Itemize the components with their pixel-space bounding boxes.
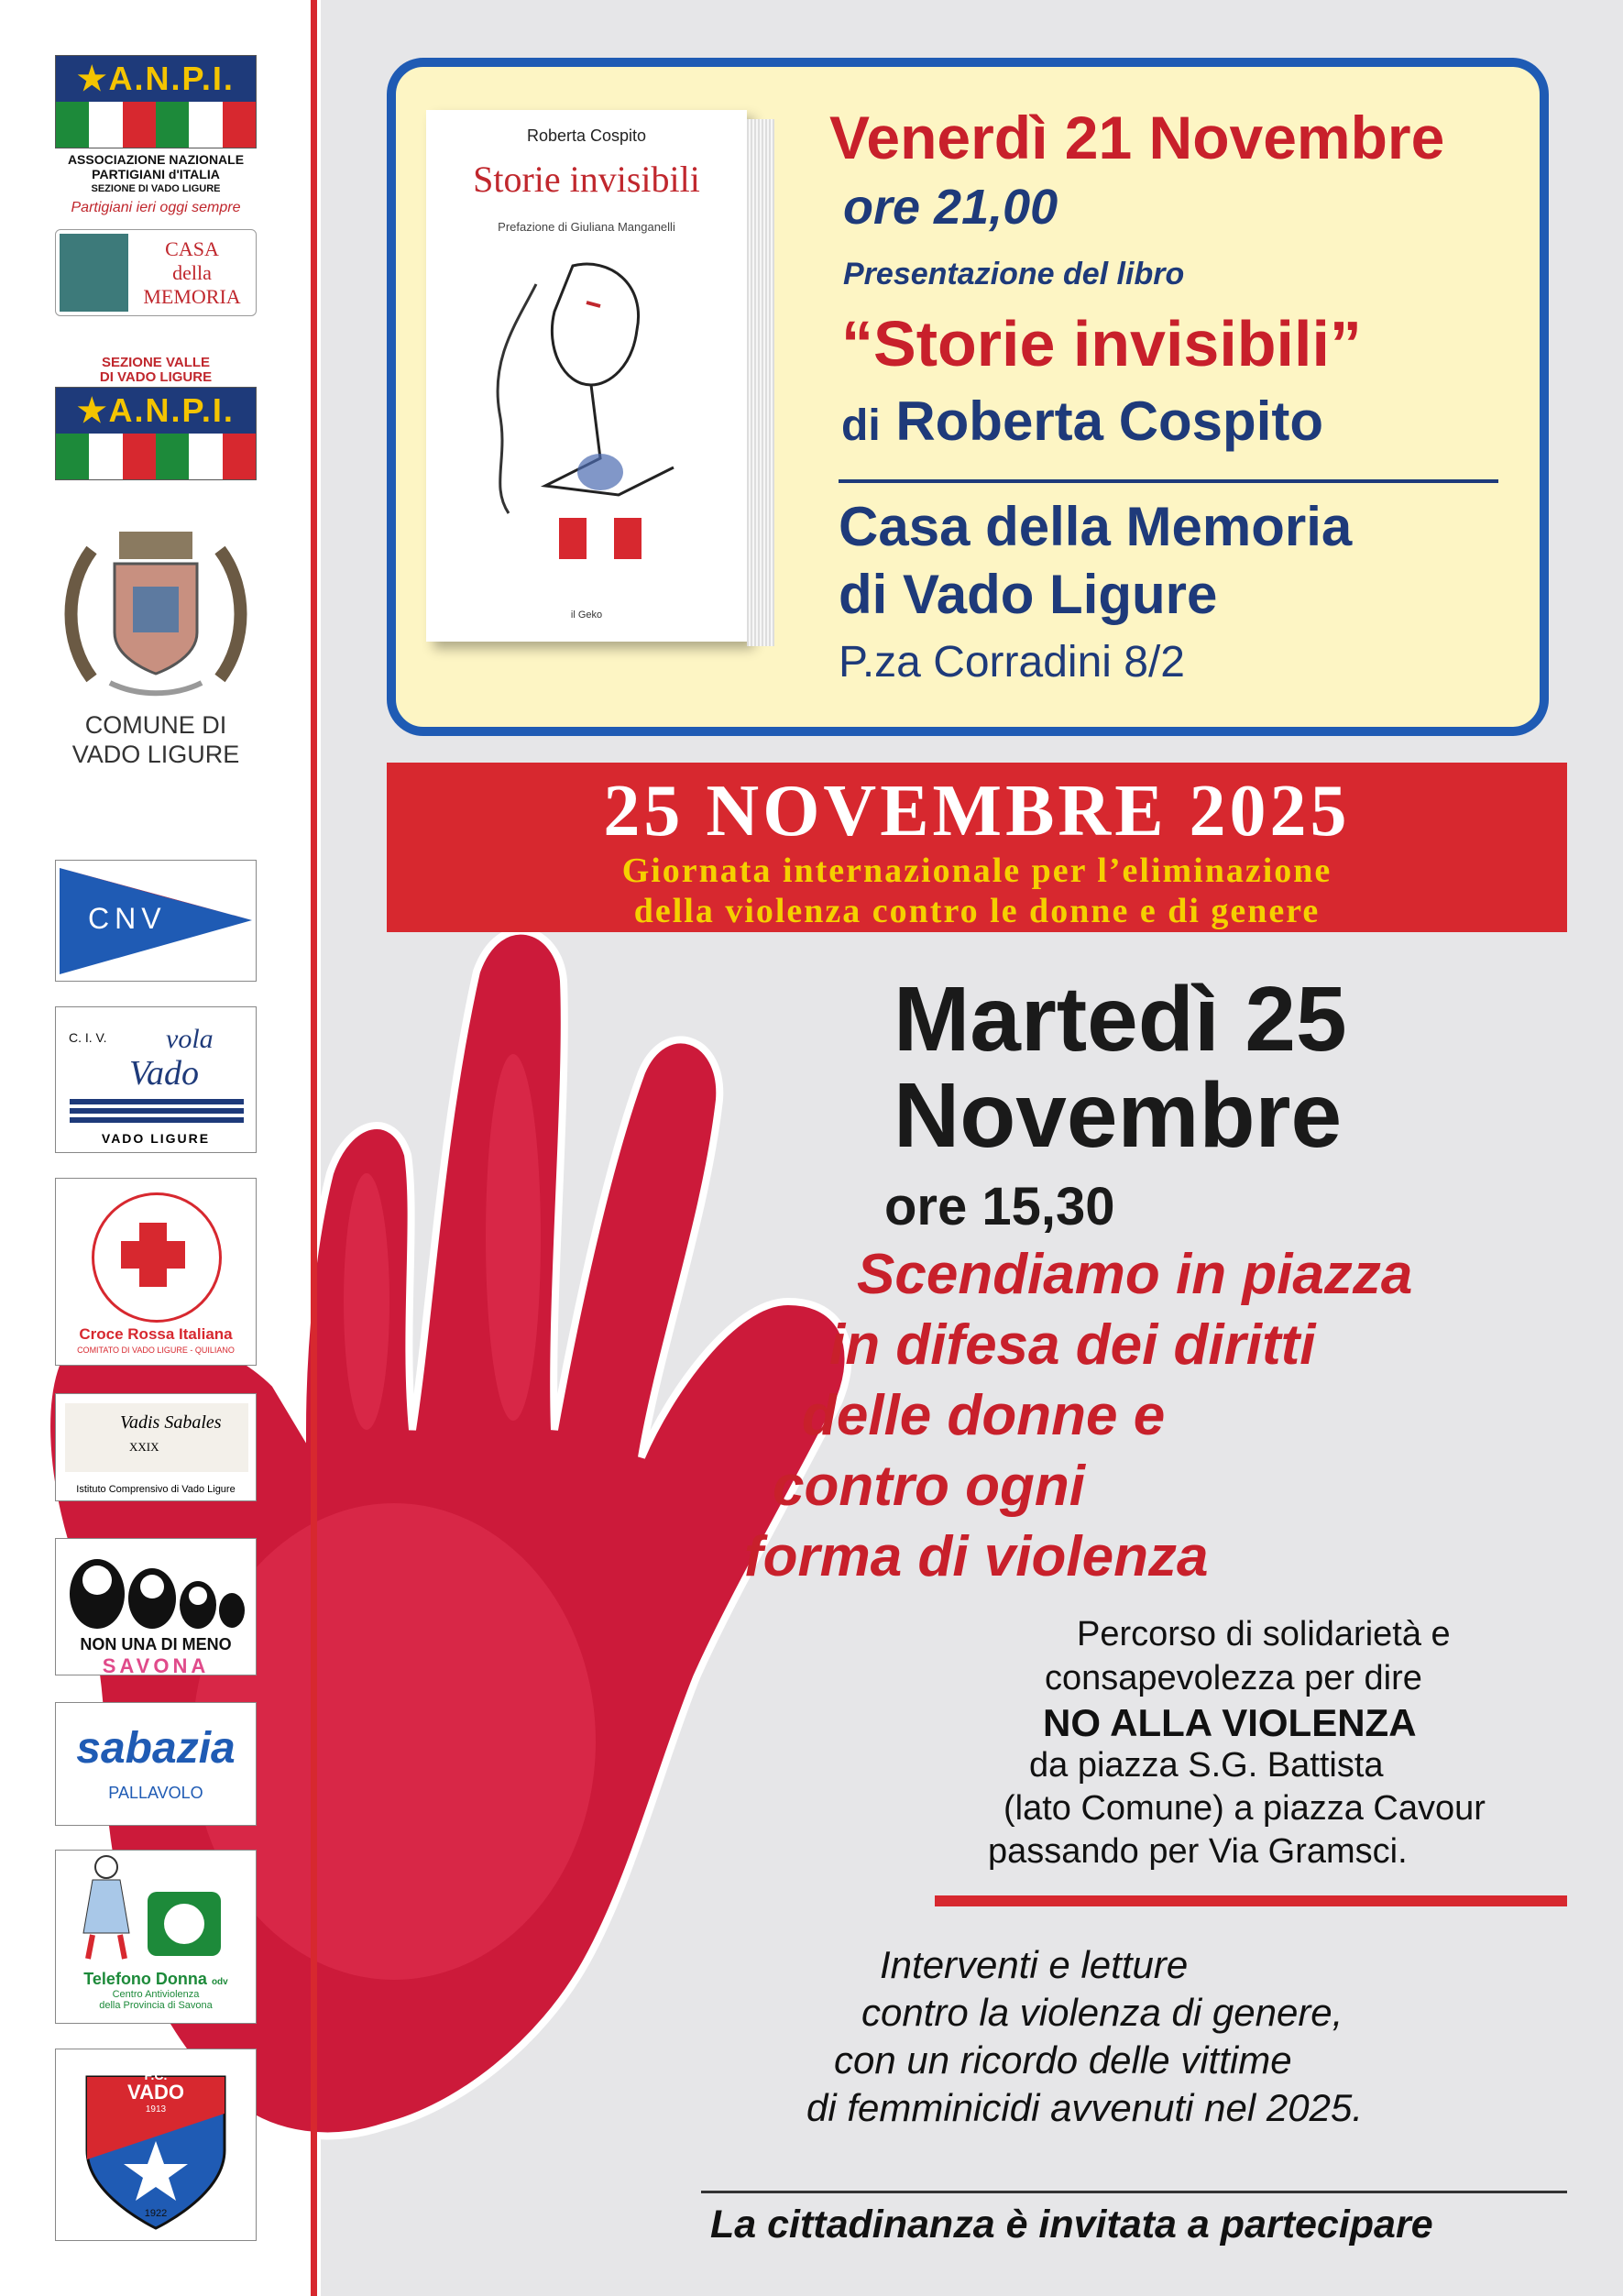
event1-address: P.za Corradini 8/2 — [839, 638, 1185, 687]
map-text: Vadis Sabales — [120, 1412, 222, 1433]
anpi-valle-line1: SEZIONE VALLE — [101, 355, 211, 370]
route-line-5: passando per Via Gramsci. — [988, 1832, 1408, 1871]
interventi-line-1: Interventi e letture — [880, 1943, 1189, 1986]
event1-author-prefix: di — [841, 401, 881, 450]
casa-line1: CASA — [165, 236, 219, 260]
event1-venue2: di Vado Ligure — [839, 564, 1218, 625]
croce-rossa-sub: COMITATO DI VADO LIGURE - QUILIANO — [77, 1346, 235, 1355]
route-line-3: da piazza S.G. Battista — [1029, 1746, 1384, 1785]
anpi-name-line1: ASSOCIAZIONE NAZIONALE — [67, 152, 245, 167]
route-line-1: Percorso di solidarietà e — [1077, 1615, 1451, 1653]
coat-of-arms-icon — [55, 513, 257, 706]
comune-vado-logo — [55, 513, 257, 779]
event2-month: Novembre — [894, 1064, 1343, 1167]
telefono-sub1: Centro Antiviolenza — [112, 1989, 200, 2000]
croce-rossa-name: Croce Rossa Italiana — [79, 1325, 233, 1343]
slogan-line-2: in difesa dei diritti — [829, 1313, 1316, 1377]
civ-prefix: C. I. V. — [69, 1030, 107, 1045]
book-pages-icon — [747, 119, 774, 646]
event1-intro: Presentazione del libro — [843, 257, 1185, 291]
event1-book-title: “Storie invisibili” — [841, 308, 1362, 379]
istituto-name: Istituto Comprensivo di Vado Ligure — [76, 1484, 236, 1495]
anpi-name-line3: SEZIONE DI VADO LIGURE — [91, 183, 221, 194]
sabazia-logo — [55, 1702, 257, 1826]
interventi-line-2: contro la violenza di genere, — [861, 1991, 1343, 2034]
fc-year1: 1913 — [145, 2104, 167, 2115]
anpi-valle-bar: ★A.N.P.I. — [56, 388, 256, 434]
croce-rossa-logo — [55, 1178, 257, 1366]
event1-divider — [839, 479, 1498, 483]
date-banner — [387, 763, 1567, 932]
woman-illustration-icon — [463, 247, 710, 577]
comune-line1: COMUNE DI — [84, 711, 227, 739]
banner-title: 25 NOVEMBRE 2025 — [603, 771, 1351, 851]
book-preface: Prefazione di Giuliana Manganelli — [498, 220, 675, 234]
left-red-divider — [311, 0, 317, 2296]
route-line-4: (lato Comune) a piazza Cavour — [1003, 1789, 1486, 1828]
comune-line2: VADO LIGURE — [71, 741, 240, 768]
route-line-2: consapevolezza per dire — [1045, 1659, 1422, 1697]
event2-day: Martedì 25 — [894, 968, 1347, 1071]
cnv-label: CNV — [88, 902, 167, 935]
civ-vola: vola — [166, 1024, 214, 1054]
istituto-comprensivo-logo — [55, 1393, 257, 1501]
event1-author: Roberta Cospito — [895, 390, 1323, 452]
fc-name: VADO — [127, 2081, 184, 2104]
event1-time: ore 21,00 — [843, 180, 1058, 235]
banner-line1: Giornata internazionale per l’eliminazione — [621, 851, 1332, 890]
sabazia-sub: PALLAVOLO — [108, 1784, 203, 1802]
anpi-valle-logo — [55, 356, 257, 479]
telefono-donna-logo — [55, 1850, 257, 2024]
civ-vola-vado-logo — [55, 1006, 257, 1153]
non-una-line1: NON UNA DI MENO — [80, 1635, 232, 1653]
civ-vado: Vado — [129, 1054, 199, 1093]
matryoshka-icon — [56, 1539, 256, 1631]
slogan-line-5: forma di violenza — [744, 1525, 1209, 1588]
anpi-valle-line2: DI VADO LIGURE — [99, 369, 213, 385]
telefono-name: Telefono Donna — [83, 1970, 207, 1988]
red-separator — [935, 1895, 1567, 1906]
italian-flag-icon — [56, 434, 256, 479]
slogan-line-3: delle donne e — [802, 1384, 1166, 1447]
invite-divider — [701, 2191, 1567, 2193]
anpi-vado-logo — [55, 55, 257, 215]
non-una-di-meno-logo — [55, 1538, 257, 1675]
casa-line2: della — [172, 260, 212, 284]
interventi-line-4: di femminicidi avvenuti nel 2025. — [806, 2086, 1363, 2129]
anpi-bar: ★A.N.P.I. — [56, 56, 256, 102]
memorial-photo-icon — [60, 234, 128, 312]
map-small: XXIX — [129, 1440, 159, 1454]
book-author: Roberta Cospito — [526, 126, 647, 145]
invite-text: La cittadinanza è invitata a partecipare — [710, 2203, 1433, 2247]
casa-memoria-logo — [55, 229, 257, 316]
cnv-logo — [55, 860, 257, 982]
slogan-line-4: contro ogni — [773, 1455, 1085, 1518]
event1-date: Venerdì 21 Novembre — [829, 104, 1445, 171]
event1-venue1: Casa della Memoria — [839, 496, 1353, 557]
sabazia-name: sabazia — [76, 1724, 236, 1773]
route-no-violenza: NO ALLA VIOLENZA — [1043, 1701, 1417, 1744]
civ-footer: VADO LIGURE — [101, 1131, 211, 1146]
non-una-line2: SAVONA — [102, 1654, 210, 1677]
book-title: Storie invisibili — [473, 159, 700, 200]
book-cover — [426, 110, 779, 655]
fc-year2: 1922 — [144, 2208, 168, 2219]
fc-vado-logo — [55, 2049, 257, 2241]
italian-flag-icon — [56, 102, 256, 148]
anpi-name-line2: PARTIGIANI d'ITALIA — [92, 167, 220, 181]
fc-top: F.C. — [144, 2068, 168, 2082]
book-publisher: il Geko — [570, 610, 603, 621]
event2-time: ore 15,30 — [884, 1177, 1115, 1236]
telefono-odv: odv — [211, 1977, 228, 1987]
casa-line3: MEMORIA — [143, 284, 241, 308]
waves-icon — [70, 1099, 244, 1125]
telefono-sub2: della Provincia di Savona — [99, 2000, 213, 2011]
interventi-line-3: con un ricordo delle vittime — [834, 2038, 1292, 2082]
banner-line2: della violenza contro le donne e di genere — [633, 892, 1321, 930]
telephone-woman-icon — [56, 1851, 256, 1965]
anpi-motto: Partigiani ieri oggi sempre — [71, 200, 241, 215]
slogan-line-1: Scendiamo in piazza — [857, 1243, 1413, 1306]
